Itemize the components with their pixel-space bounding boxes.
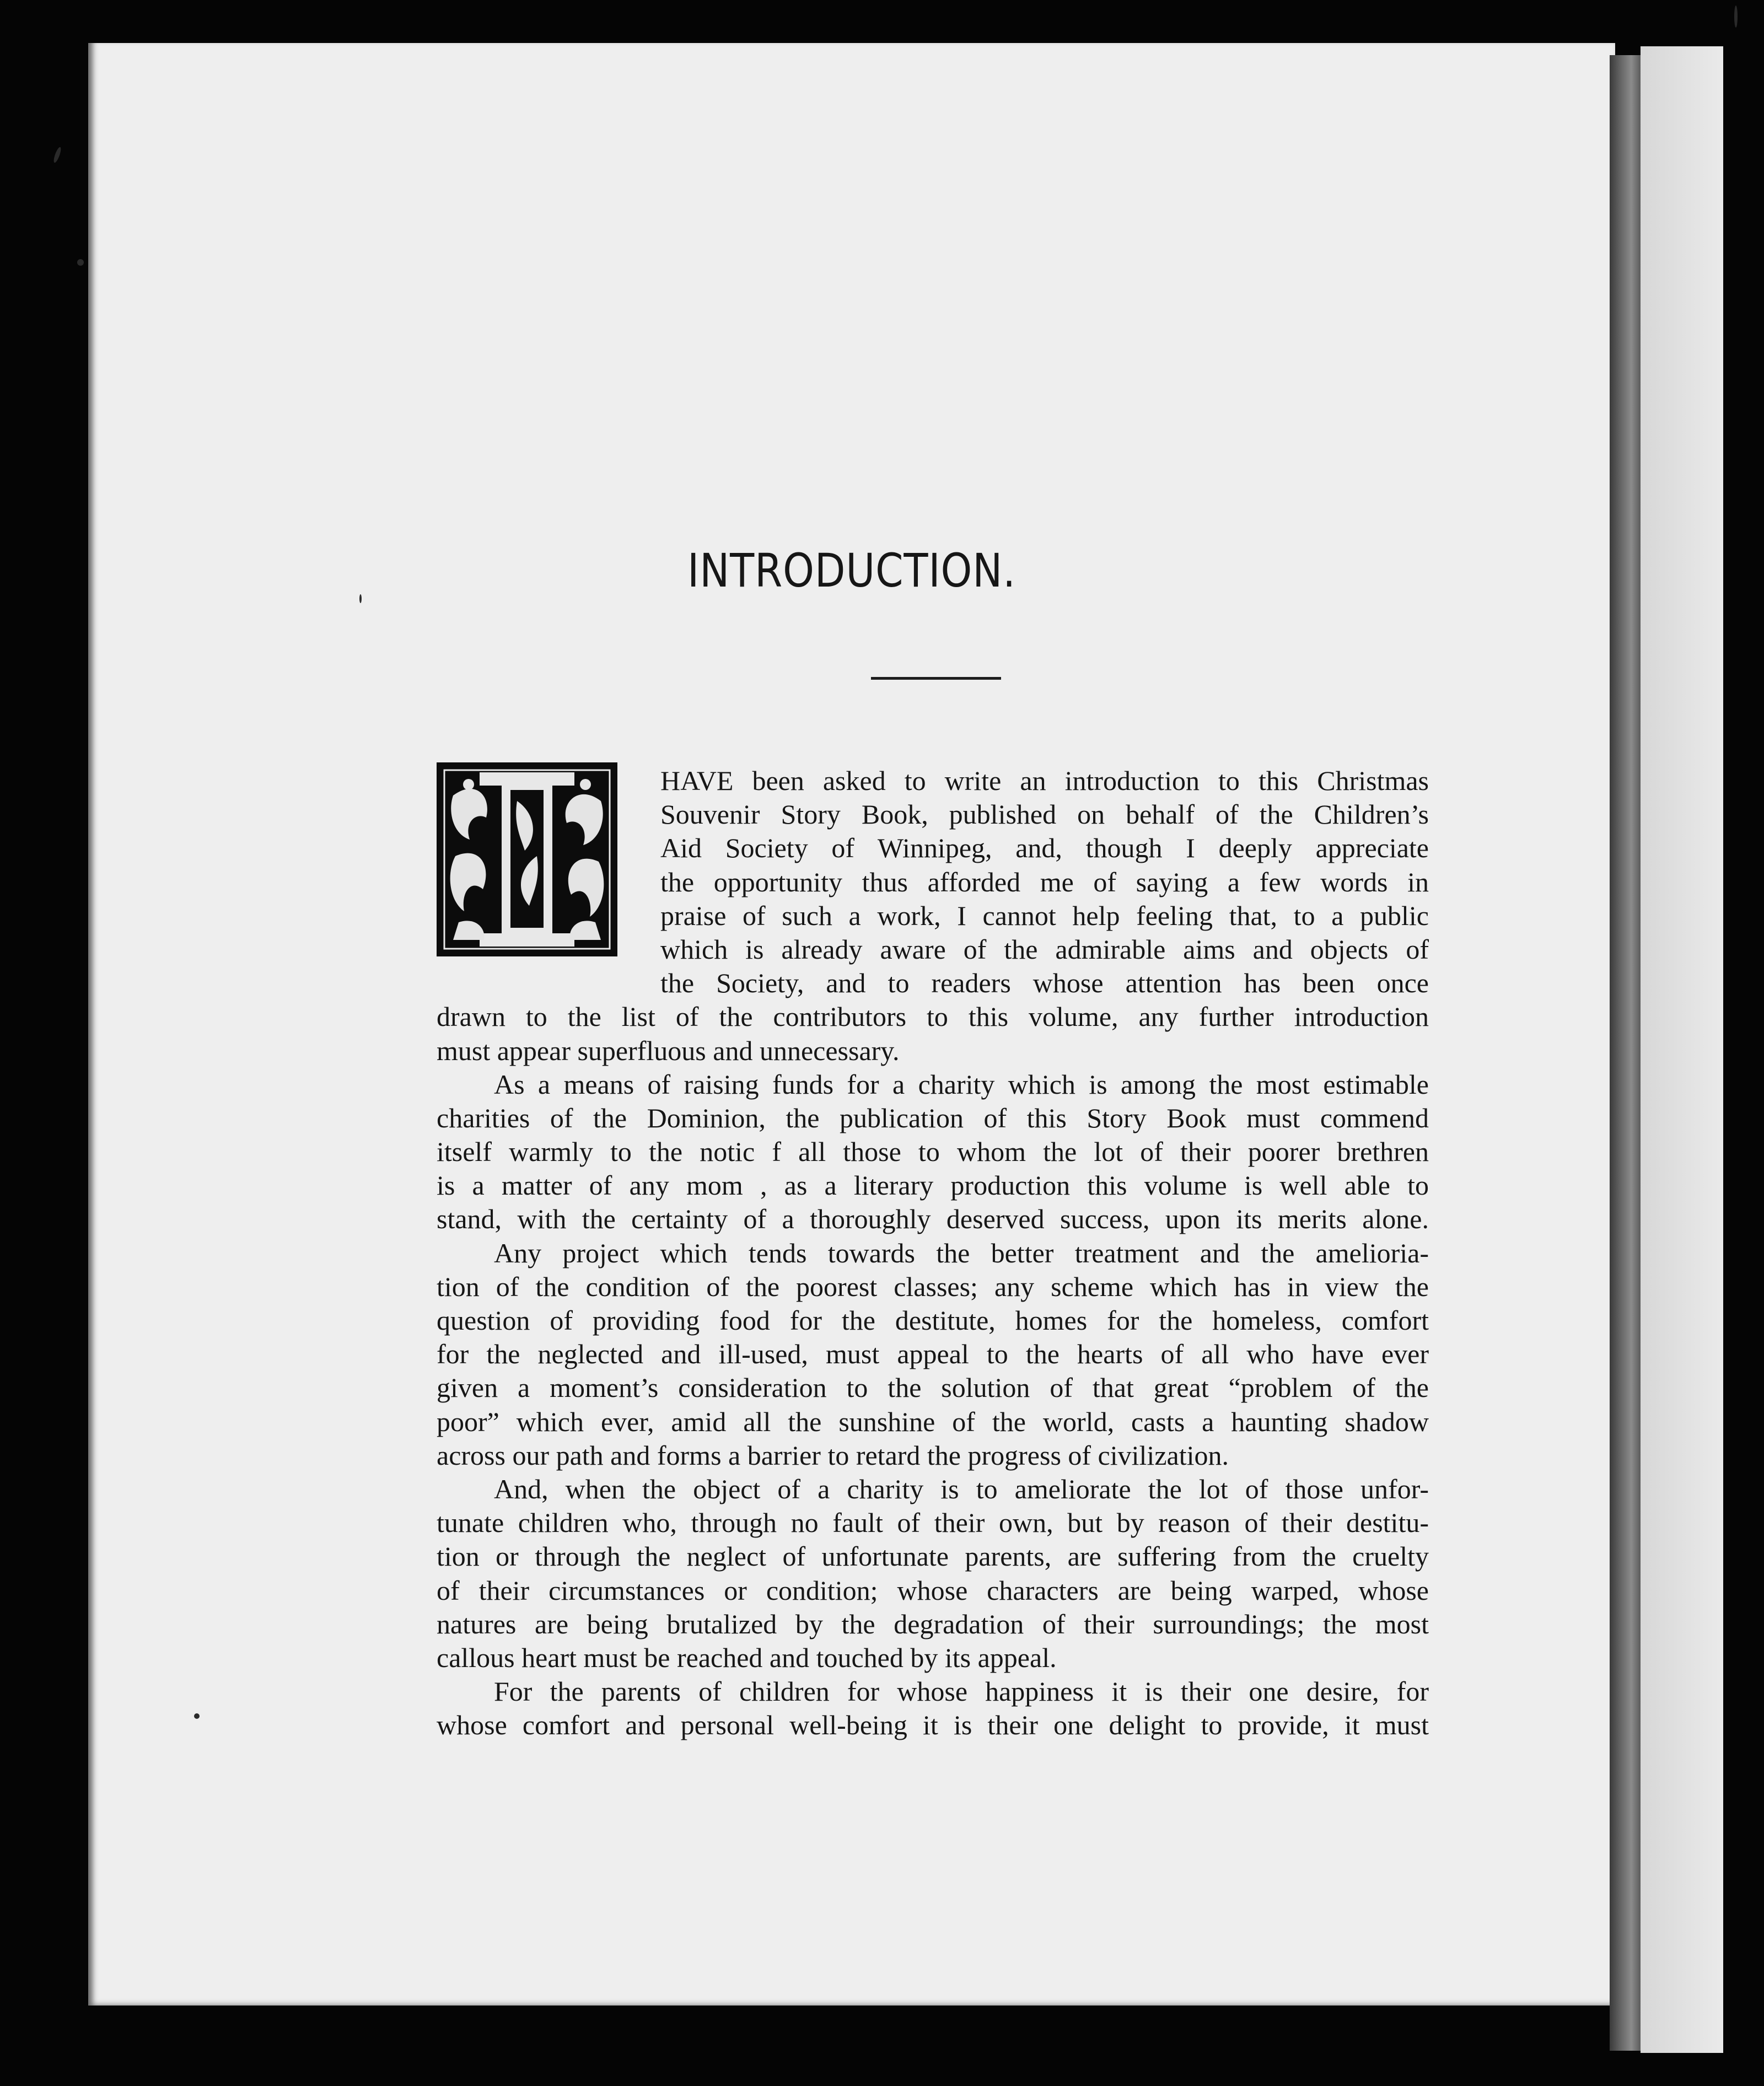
text-line: Aid Society of Winnipeg, and, though I deeply appreciate (660, 832, 1429, 864)
book-gutter (1610, 55, 1641, 2051)
text-line: is a matter of any mom , as a literary production this volume is well able to (437, 1170, 1429, 1201)
text-line: the Society, and to readers whose attention has been once (660, 967, 1429, 999)
text-line: for the neglected and ill-used, must appeal to the hearts of all who have ever (437, 1338, 1429, 1370)
facing-page-edge (1641, 46, 1723, 2053)
text-line: praise of such a work, I cannot help feeling that, to a public (660, 900, 1429, 931)
dust-speck (194, 1713, 200, 1719)
text-line: question of providing food for the destitute, homes for the homeless, comfort (437, 1305, 1429, 1336)
text-line: drawn to the list of the contributors to this volume, any further introduction (437, 1001, 1429, 1033)
text-line: must appear superfluous and unnecessary. (437, 1035, 900, 1066)
text-line: And, when the object of a charity is to ameliorate the lot of those unfor- (494, 1473, 1429, 1504)
page-title: INTRODUCTION. (687, 544, 1016, 598)
text-line: natures are being brutalized by the degradation of their surroundings; the most (437, 1608, 1429, 1639)
dust-speck (77, 259, 84, 266)
text-line: whose comfort and personal well-being it is their one delight to provide, it must (437, 1709, 1429, 1741)
text-line: the opportunity thus afforded me of saying a few words in (660, 866, 1429, 897)
text-line: itself warmly to the notic f all those to whom the lot of their poorer brethren (437, 1136, 1429, 1168)
text-line: tion of the condition of the poorest classes; any scheme which has in view the (437, 1271, 1429, 1302)
text-line: across our path and forms a barrier to retard the progress of civilization. (437, 1439, 1229, 1471)
introduction-body (437, 764, 1429, 1742)
text-line: HAVE been asked to write an introduction to this Christmas (660, 765, 1429, 796)
book-page (88, 43, 1615, 2006)
dust-speck (1734, 6, 1738, 28)
text-line: Souvenir Story Book, published on behalf of the Children’s (660, 799, 1429, 830)
text-line: which is already aware of the admirable aims and objects of (660, 933, 1429, 965)
text-line: Any project which tends towards the better treatment and the amelioria- (494, 1237, 1429, 1268)
dust-speck (52, 147, 62, 164)
title-divider (871, 677, 1001, 680)
text-line: charities of the Dominion, the publication of this Story Book must commend (437, 1102, 1429, 1133)
text-line: As a means of raising funds for a charity which is among the most estimable (494, 1068, 1429, 1100)
text-line: given a moment’s consideration to the solution of that great “problem of the (437, 1372, 1429, 1404)
text-line: tunate children who, through no fault of their own, but by reason of their destitu- (437, 1507, 1429, 1539)
text-line: of their circumstances or condition; whose characters are being warped, whose (437, 1574, 1429, 1606)
text-line: stand, with the certainty of a thoroughly deserved success, upon its merits alone. (437, 1203, 1429, 1235)
text-line: tion or through the neglect of unfortunate parents, are suffering from the cruelty (437, 1541, 1429, 1572)
dust-speck (359, 594, 362, 603)
text-line: For the parents of children for whose happiness it is their one desire, for (494, 1676, 1429, 1707)
text-line: poor” which ever, amid all the sunshine of the world, casts a haunting shadow (437, 1406, 1429, 1437)
text-line: callous heart must be reached and touched by its appeal. (437, 1642, 1057, 1673)
